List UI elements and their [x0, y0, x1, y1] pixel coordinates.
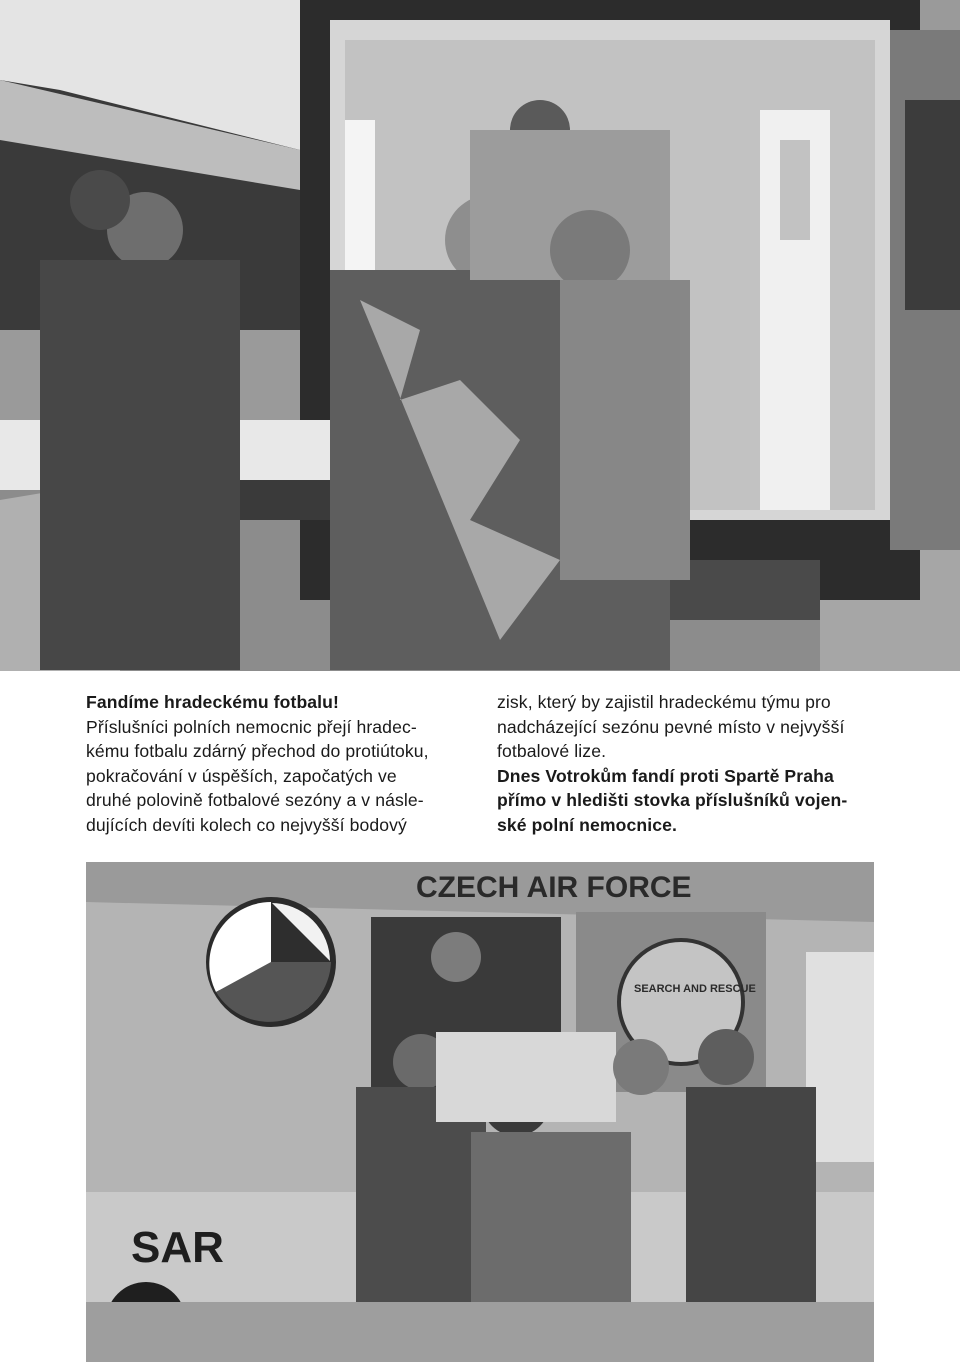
badge-text: SEARCH AND RESCUE — [634, 983, 756, 995]
bottom-photo — [86, 862, 874, 1362]
article-headline: Fandíme hradeckému fotbalu! — [86, 692, 339, 712]
article-bold-line: Dnes Votrokům fandí proti Spartě Praha — [497, 765, 834, 786]
article-line: pokračování v úspěších, započatých ve — [86, 765, 397, 786]
article-line: zisk, který by zajistil hradeckému týmu pro — [497, 692, 831, 712]
article-left-column — [86, 690, 472, 838]
article-line: fotbalové lize. — [497, 741, 607, 762]
ambulance-scene-image — [0, 0, 960, 671]
article-bold-line: ské polní nemocnice. — [497, 814, 677, 835]
article-bold-line: přímo v hledišti stovka příslušníků vojen- — [497, 790, 848, 811]
article-line: dujících devíti kolech co nejvyšší bodový — [86, 814, 407, 835]
tail-text: SAR — [131, 1223, 224, 1272]
article-line: druhé polovině fotbalové sezóny a v násle- — [86, 790, 424, 811]
fuselage-text: CZECH AIR FORCE — [416, 871, 692, 904]
article-line: Příslušníci polních nemocnic přejí hradec- — [86, 716, 417, 737]
helicopter-scene-image — [86, 862, 874, 1362]
article-line: nadcházející sezónu pevné místo v nejvyšší — [497, 716, 845, 737]
article-right-column — [497, 690, 877, 838]
article-line: kému fotbalu zdárný přechod do protiútoku, — [86, 741, 429, 762]
top-photo — [0, 0, 960, 671]
